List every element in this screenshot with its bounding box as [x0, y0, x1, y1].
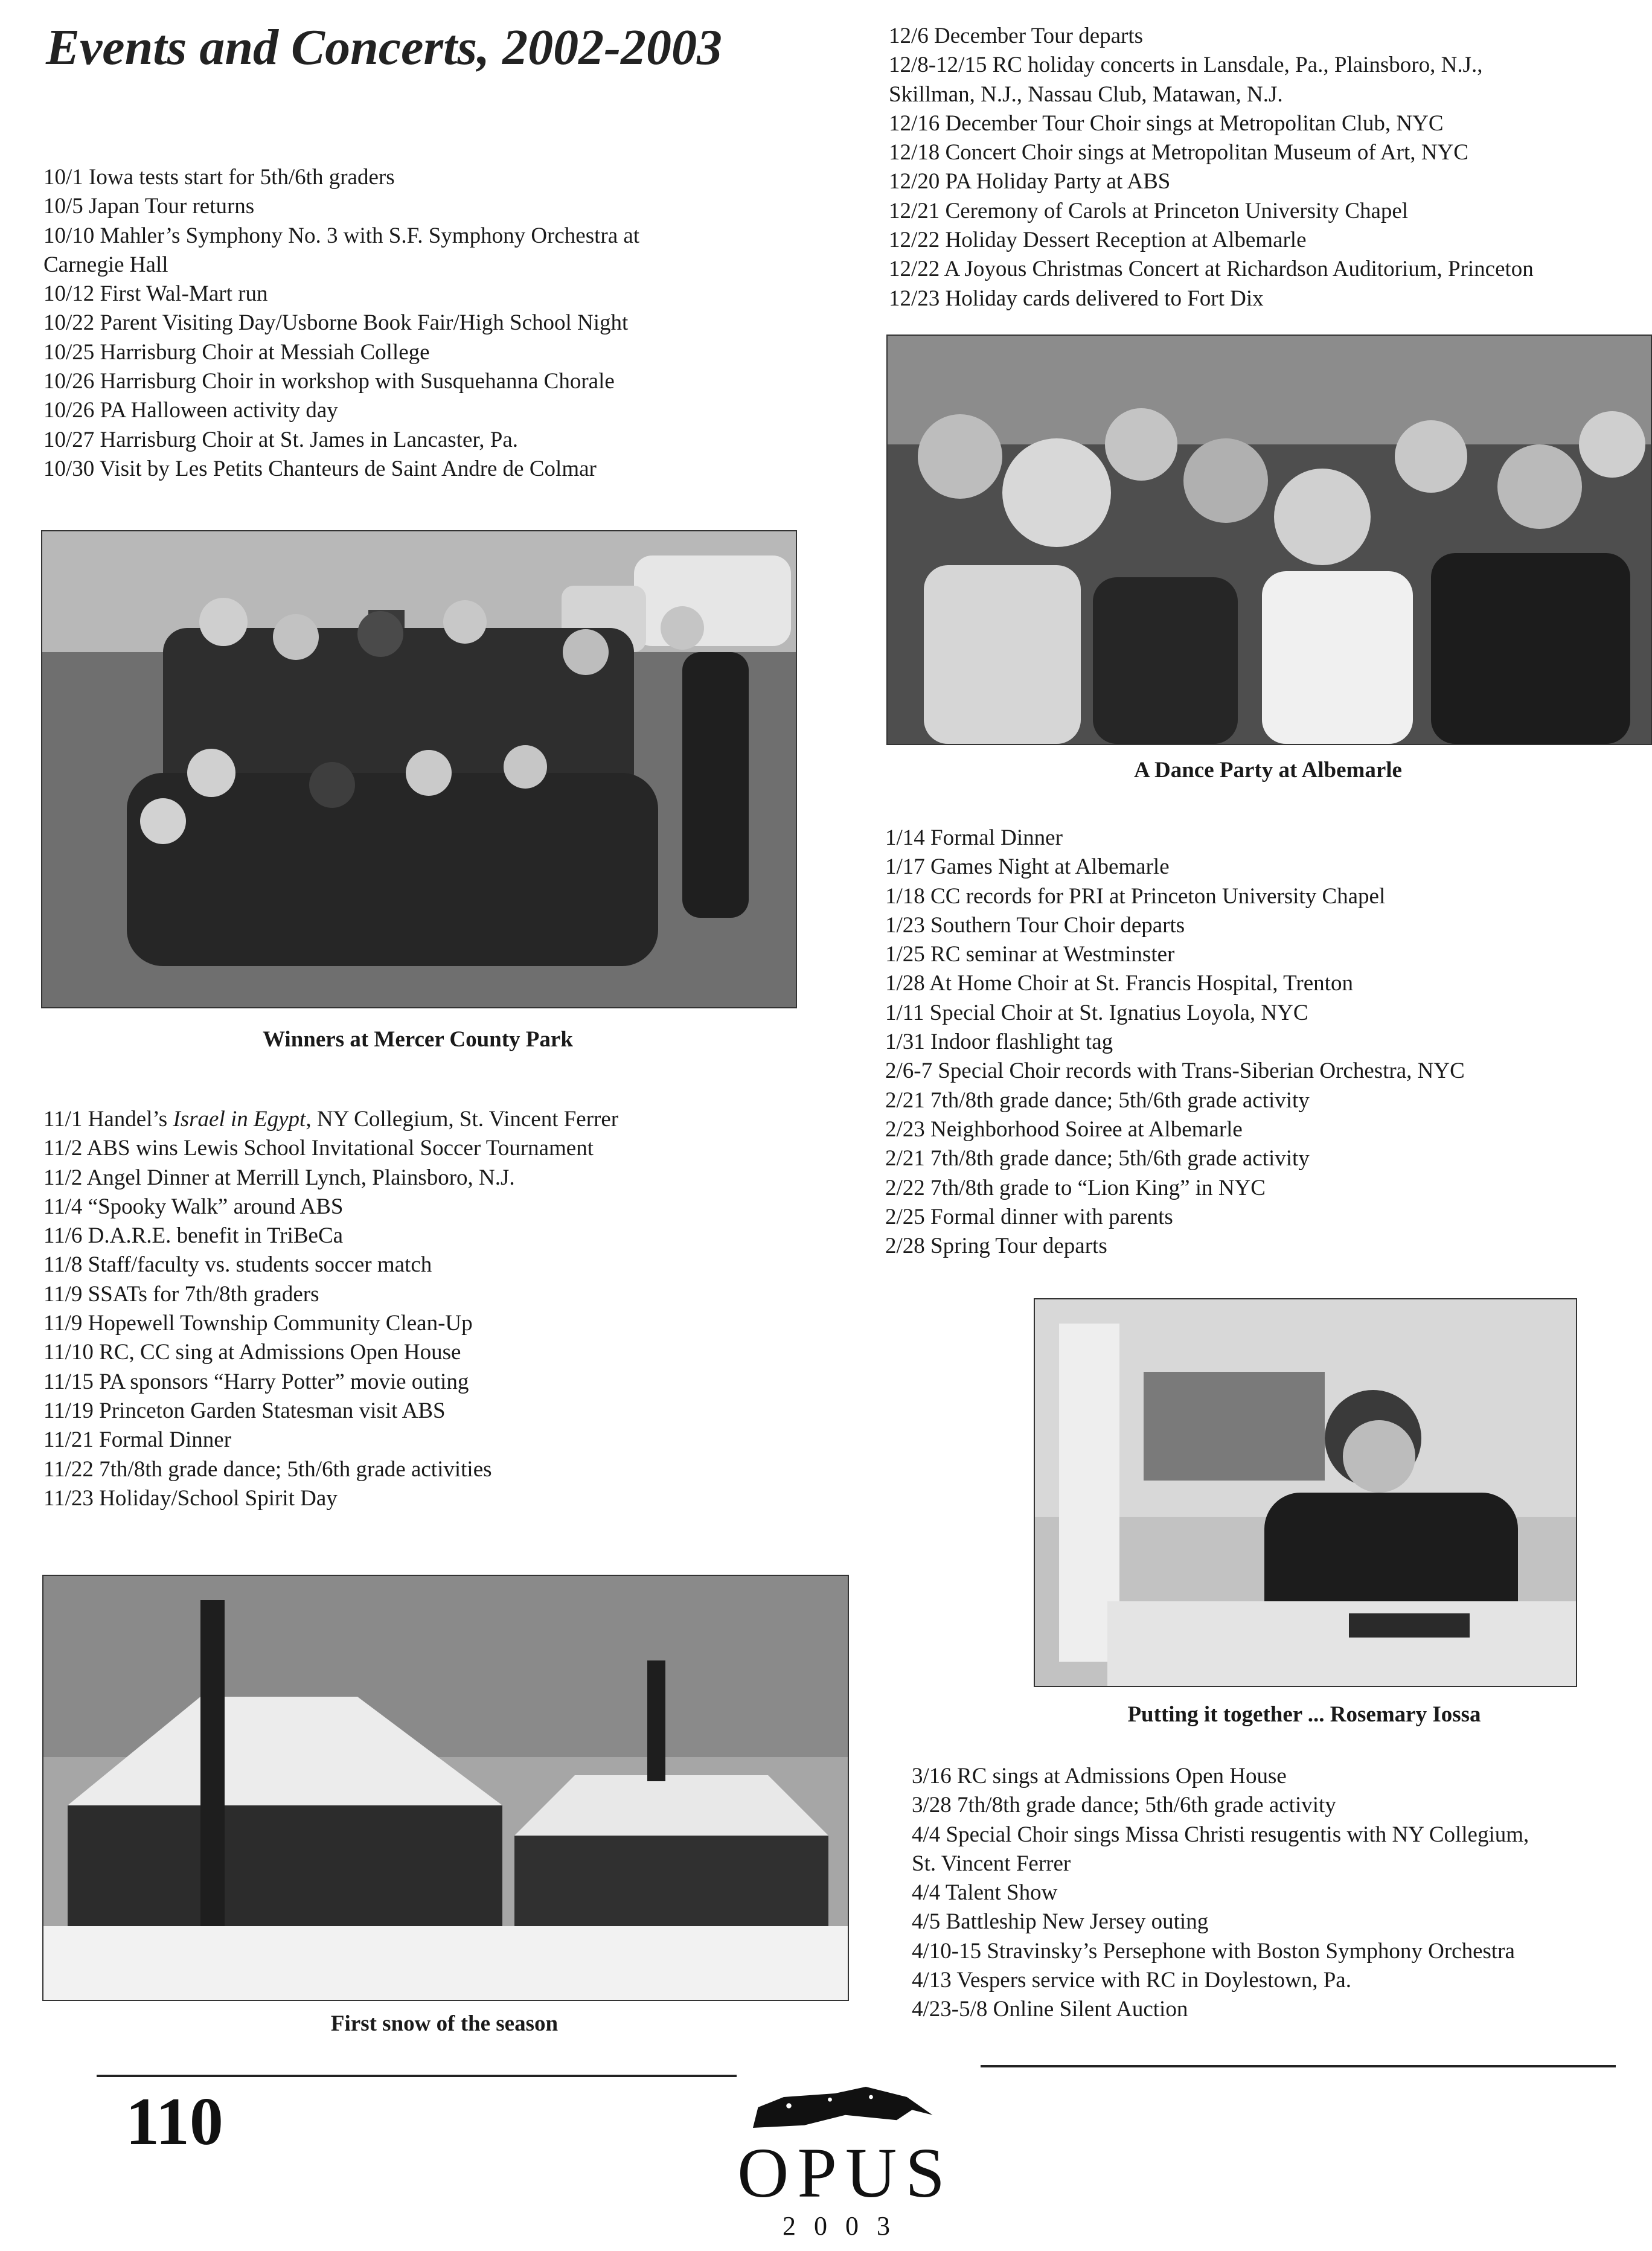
list-item: 11/10 RC, CC sing at Admissions Open House — [43, 1340, 461, 1365]
list-item: 11/4 “Spooky Walk” around ABS — [43, 1194, 344, 1219]
list-item: St. Vincent Ferrer — [912, 1851, 1071, 1876]
soccer-team-photo — [41, 530, 797, 1008]
list-item: 3/28 7th/8th grade dance; 5th/6th grade activity — [912, 1793, 1336, 1818]
list-item: 11/22 7th/8th grade dance; 5th/6th grade activities — [43, 1456, 492, 1482]
list-item: 12/22 Holiday Dessert Reception at Albemarle — [889, 228, 1307, 253]
list-item: 1/28 At Home Choir at St. Francis Hospital, Trenton — [885, 971, 1353, 996]
office-phone-photo — [1034, 1298, 1577, 1687]
list-item: 11/15 PA sponsors “Harry Potter” movie outing — [43, 1369, 469, 1394]
list-item: 10/25 Harrisburg Choir at Messiah College — [43, 339, 430, 365]
list-item: 2/28 Spring Tour departs — [885, 1234, 1107, 1259]
opus-logo — [725, 2077, 966, 2246]
list-item: 11/21 Formal Dinner — [43, 1427, 232, 1453]
footer-rule-right — [981, 2065, 1616, 2067]
list-item: 1/14 Formal Dinner — [885, 825, 1063, 850]
list-item: 3/16 RC sings at Admissions Open House — [912, 1764, 1287, 1788]
list-item: Carnegie Hall — [43, 252, 168, 277]
list-item: 1/23 Southern Tour Choir departs — [885, 912, 1185, 938]
list-item: 11/8 Staff/faculty vs. students soccer match — [43, 1252, 432, 1278]
list-item: Skillman, N.J., Nassau Club, Matawan, N.J. — [889, 82, 1283, 107]
list-item: 12/8-12/15 RC holiday concerts in Lansdale, Pa., Plainsboro, N.J., — [889, 53, 1483, 78]
footer-rule-left — [97, 2075, 737, 2077]
photo-caption-office: Putting it together ... Rosemary Iossa — [1127, 1702, 1481, 1727]
list-item: 12/6 December Tour departs — [889, 24, 1144, 48]
list-item: 1/11 Special Choir at St. Ignatius Loyola, NYC — [885, 1000, 1308, 1025]
list-item: 12/23 Holiday cards delivered to Fort Dix — [889, 286, 1264, 311]
snow-building-photo — [42, 1575, 849, 2001]
list-item: 11/23 Holiday/School Spirit Day — [43, 1485, 338, 1511]
photo-caption-snow: First snow of the season — [330, 2011, 559, 2036]
list-item: 10/10 Mahler’s Symphony No. 3 with S.F. Symphony Orchestra at — [43, 223, 640, 248]
list-item: 10/26 PA Halloween activity day — [43, 398, 338, 423]
dance-party-photo — [886, 335, 1652, 745]
list-item: 2/23 Neighborhood Soiree at Albemarle — [885, 1116, 1243, 1142]
page-number: 110 — [126, 2084, 223, 2159]
list-item: 11/9 Hopewell Township Community Clean-Up — [43, 1311, 473, 1336]
list-item: 2/21 7th/8th grade dance; 5th/6th grade activity — [885, 1146, 1310, 1171]
november-events-list — [43, 1105, 792, 1513]
photo-caption-soccer: Winners at Mercer County Park — [263, 1027, 573, 1052]
list-item: 11/6 D.A.R.E. benefit in TriBeCa — [43, 1223, 344, 1249]
list-item: 4/4 Talent Show — [912, 1880, 1058, 1906]
event-text: 11/1 Handel’s — [43, 1107, 173, 1132]
list-item: 10/22 Parent Visiting Day/Usborne Book Fair/High School Night — [43, 310, 629, 336]
list-item: 1/17 Games Night at Albemarle — [885, 854, 1170, 880]
january-february-events-list — [885, 824, 1648, 1261]
list-item — [43, 1105, 792, 1134]
list-item: 10/12 First Wal-Mart run — [43, 281, 268, 307]
list-item: 12/20 PA Holiday Party at ABS — [889, 169, 1171, 194]
october-events-list — [43, 163, 792, 484]
photo-caption-dance: A Dance Party at Albemarle — [1134, 758, 1402, 783]
list-item: 2/25 Formal dinner with parents — [885, 1204, 1173, 1229]
list-item: 11/2 ABS wins Lewis School Invitational Soccer Tournament — [43, 1136, 594, 1161]
list-item: 2/22 7th/8th grade to “Lion King” in NYC — [885, 1175, 1266, 1200]
list-item: 12/21 Ceremony of Carols at Princeton University Chapel — [889, 198, 1409, 223]
list-item: 1/18 CC records for PRI at Princeton University Chapel — [885, 883, 1386, 909]
list-item: 4/4 Special Choir sings Missa Christi resugentis with NY Collegium, — [912, 1822, 1529, 1847]
list-item: 10/26 Harrisburg Choir in workshop with Susquehanna Chorale — [43, 369, 615, 394]
list-item: 2/21 7th/8th grade dance; 5th/6th grade activity — [885, 1087, 1310, 1113]
list-item: 1/25 RC seminar at Westminster — [885, 942, 1175, 967]
page-title: Events and Concerts, 2002-2003 — [46, 19, 723, 75]
list-item: 11/9 SSATs for 7th/8th graders — [43, 1281, 319, 1307]
list-item: 12/16 December Tour Choir sings at Metropolitan Club, NYC — [889, 110, 1444, 136]
december-events-list — [889, 22, 1652, 313]
list-item: 4/5 Battleship New Jersey outing — [912, 1909, 1209, 1935]
list-item: 4/13 Vespers service with RC in Doylestown, Pa. — [912, 1968, 1351, 1993]
logo-year: 2003 — [783, 2211, 908, 2241]
list-item: 4/23-5/8 Online Silent Auction — [912, 1997, 1188, 2022]
list-item: 10/27 Harrisburg Choir at St. James in Lancaster, Pa. — [43, 427, 518, 452]
list-item: 4/10-15 Stravinsky’s Persephone with Boston Symphony Orchestra — [912, 1938, 1515, 1964]
list-item: 12/18 Concert Choir sings at Metropolitan Museum of Art, NYC — [889, 140, 1468, 165]
event-title-italic: Israel in Egypt — [173, 1107, 306, 1132]
march-april-events-list — [912, 1762, 1648, 2025]
list-item: 10/5 Japan Tour returns — [43, 194, 255, 219]
list-item: 11/2 Angel Dinner at Merrill Lynch, Plainsboro, N.J. — [43, 1165, 515, 1190]
list-item: 11/19 Princeton Garden Statesman visit ABS — [43, 1398, 446, 1423]
car-silhouette-icon — [743, 2077, 948, 2137]
list-item: 1/31 Indoor flashlight tag — [885, 1029, 1113, 1055]
event-text: , NY Collegium, St. Vincent Ferrer — [306, 1107, 619, 1132]
logo-wordmark: OPUS — [737, 2133, 953, 2212]
list-item: 10/1 Iowa tests start for 5th/6th graders — [43, 165, 395, 190]
list-item: 2/6-7 Special Choir records with Trans-Siberian Orchestra, NYC — [885, 1058, 1465, 1084]
list-item: 12/22 A Joyous Christmas Concert at Richardson Auditorium, Princeton — [889, 257, 1534, 282]
list-item: 10/30 Visit by Les Petits Chanteurs de Saint Andre de Colmar — [43, 456, 597, 481]
